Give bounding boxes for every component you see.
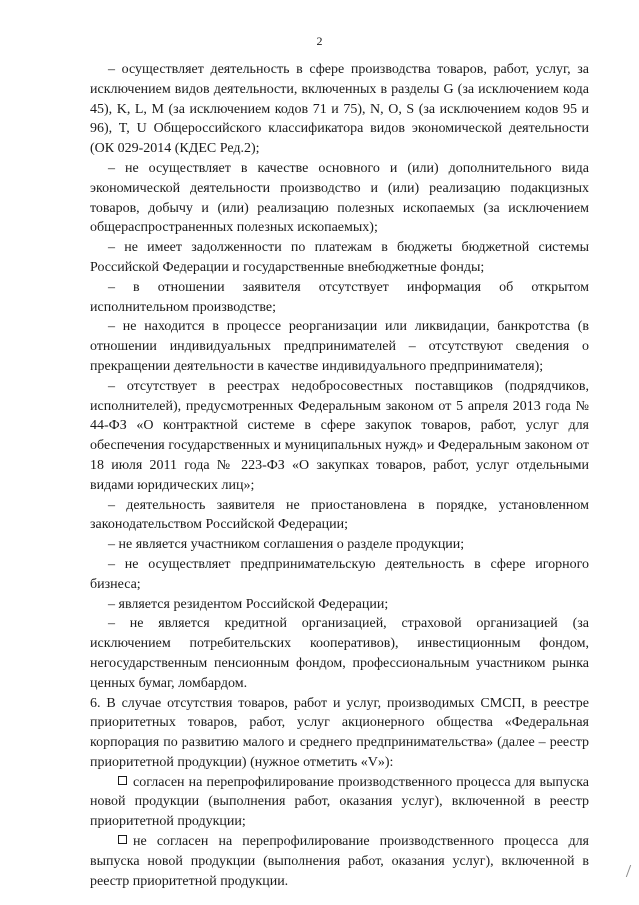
criterion-not-financial-organization: – не является кредитной организацией, страховой организацией (за исключением потребительских кооперативов), инвестиционным фондом, негосударственным пенсионным фондом, профессиональным участником рынка ценных бумаг, ломбардом. [90, 616, 589, 691]
criterion-not-in-unfair-suppliers-registry: – отсутствует в реестрах недобросовестных поставщиков (подрядчиков, исполнителей), предусмотренных Федеральным законом от 5 апреля 2013 года № 44-ФЗ «О контрактной системе в сфере закупок товаров, работ, услуг для обеспечения государственных и муниципальных нужд» и Федеральным законом от 18 июля 2011 года № 223-ФЗ «О закупках товаров, работ, услуг отдельными видами юридических лиц»; [90, 378, 589, 493]
criterion-rf-resident: – является резидентом Российской Федерации; [108, 596, 389, 612]
option-agree-label: согласен на перепрофилирование производственного процесса для выпуска новой продукции (выполнения работ, оказания услуг), включенной в реестр приоритетной продукции; [90, 774, 589, 830]
criterion-no-budget-debt: – не имеет задолженности по платежам в бюджеты бюджетной системы Российской Федерации и государственные внебюджетные фонды; [90, 240, 589, 275]
criterion-activity-not-suspended: – деятельность заявителя не приостановлена в порядке, установленном законодательством Российской Федерации; [90, 497, 589, 533]
criterion-not-psa-participant: – не является участником соглашения о разделе продукции; [108, 537, 465, 553]
criterion-no-reorganization: – не находится в процессе реорганизации или ликвидации, банкротства (в отношении индивидуальных предпринимателей – отсутствуют сведения о прекращении деятельности в качестве индивидуального предпринимателя); [90, 319, 589, 374]
checkbox-disagree[interactable] [118, 835, 127, 844]
checkbox-agree[interactable] [118, 776, 127, 785]
option-disagree-reprofiling [90, 832, 589, 891]
page-number: 2 [316, 34, 323, 48]
criterion-no-gambling-business: – не осуществляет предпринимательскую деятельность в сфере игорного бизнеса; [90, 556, 589, 592]
option-agree-reprofiling [90, 773, 589, 832]
option-disagree-label: не согласен на перепрофилирование производственного процесса для выпуска новой продукции (выполнения работ, оказания услуг), включенной в реестр приоритетной продукции. [90, 834, 589, 889]
criterion-okved-activity: – осуществляет деятельность в сфере производства товаров, работ, услуг, за исключением видов деятельности, включенных в разделы G (за исключением кода 45), K, L, M (за исключением кодов 71 и 75), N, O, S (за исключением кодов 95 и 96), T, U Общероссийского классификатора видов экономической деятельности (ОК 029-2014 (КДЕС Ред.2); [90, 62, 589, 157]
section-6-paragraph: 6. В случае отсутствия товаров, работ и услуг, производимых СМСП, в реестре приоритетных товаров, работ, услуг акционерного общества «Федеральная корпорация по развитию малого и среднего предпринимательства» (далее – реестр приоритетной продукции) (нужное отметить «V»): [90, 695, 589, 770]
criterion-no-excise-goods: – не осуществляет в качестве основного и (или) дополнительного вида экономической деятельности производство и (или) реализацию подакцизных товаров, добычу и (или) реализацию полезных ископаемых (за исключением общераспространенных полезных ископаемых); [90, 160, 589, 236]
scan-edge-mark [626, 865, 637, 877]
document-body [90, 60, 589, 891]
criterion-no-enforcement-proceedings: – в отношении заявителя отсутствует информация об открытом исполнительном производстве; [90, 279, 589, 315]
